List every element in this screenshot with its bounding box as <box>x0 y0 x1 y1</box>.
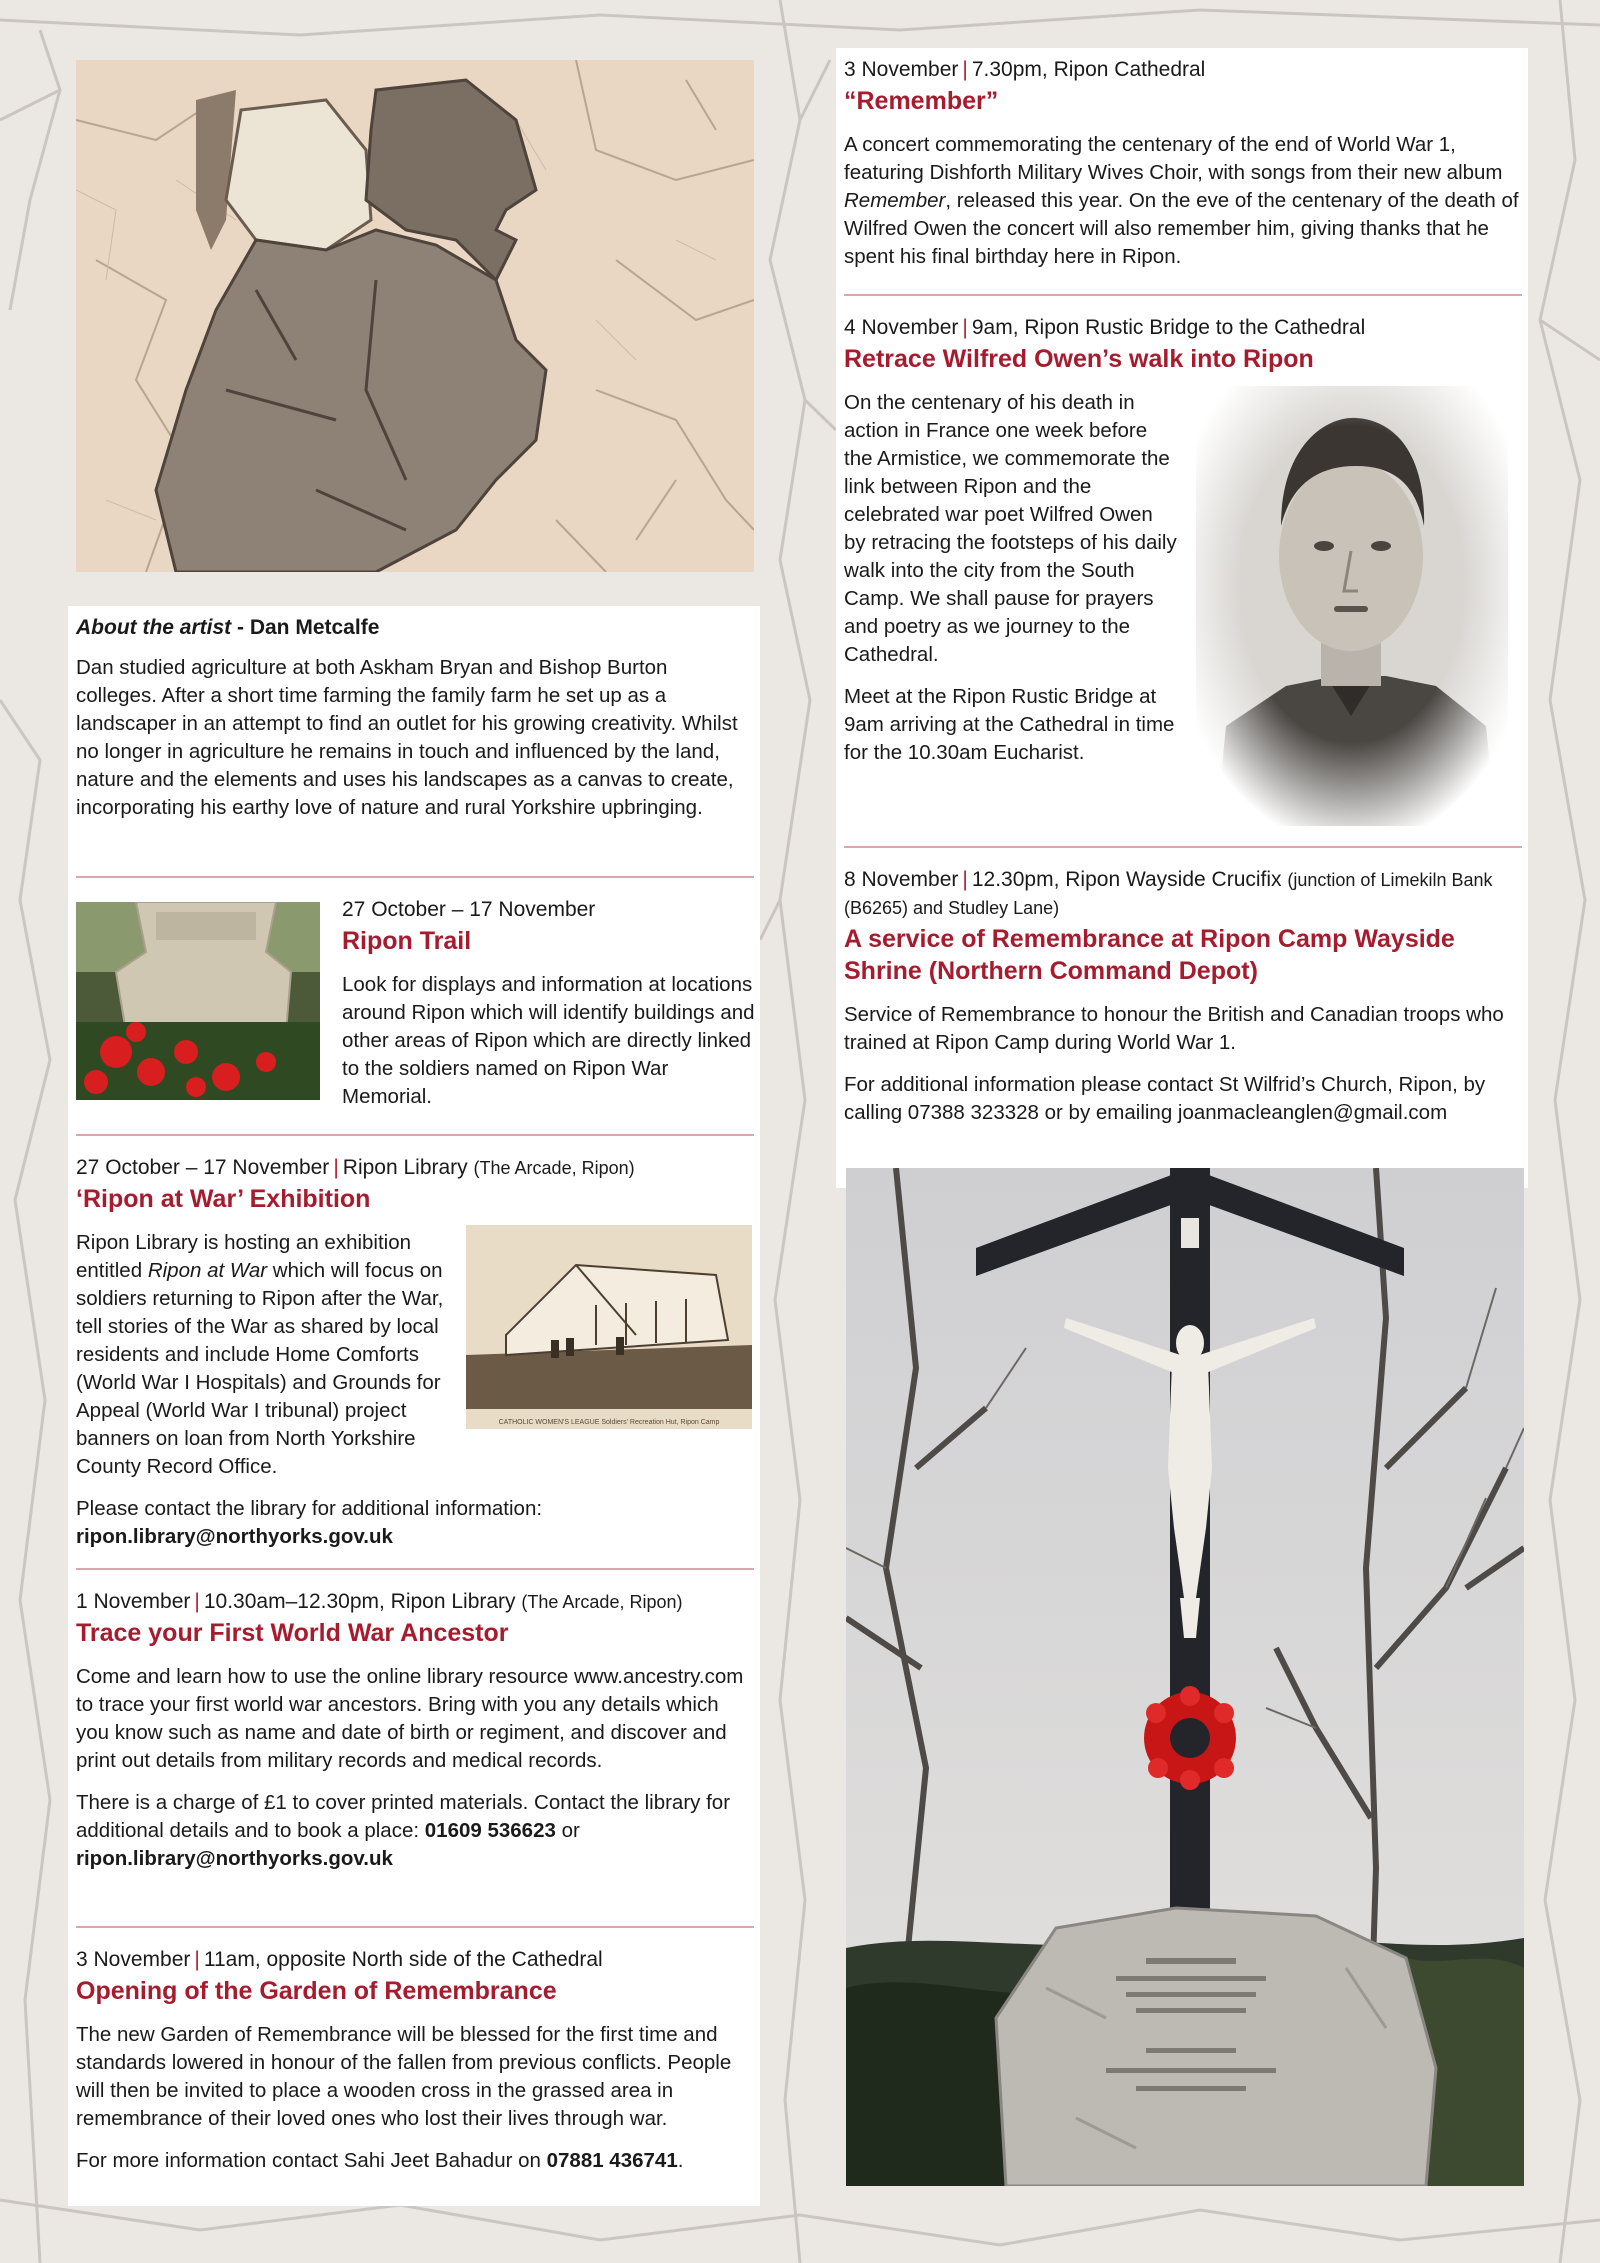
garden-end: . <box>677 2149 684 2172</box>
divider <box>76 876 754 878</box>
wayside-section <box>836 866 1528 1127</box>
exhibition-place: Ripon Library <box>342 1156 468 1179</box>
concert-time-place: 7.30pm, Ripon Cathedral <box>971 58 1206 81</box>
wayside-date: 8 November <box>844 868 959 891</box>
ancestor-place-note: (The Arcade, Ripon) <box>521 1592 683 1612</box>
exhibition-text-1: Ripon Library is hosting an exhibition entitled <box>76 1231 412 1282</box>
separator: | <box>194 1948 200 1971</box>
recreation-hut-caption: CATHOLIC WOMEN'S LEAGUE Soldiers' Recreation Hut, Ripon Camp <box>498 1419 720 1426</box>
owen-walk-text: On the centenary of his death in action in France one week before the Armistice, we commemorate the link between Ripon and the celebrated war poet Wilfred Owen by retracing the footsteps of his daily walk into the city from the South Camp. We shall pause for prayers and poetry as we journey to the Cathedral. <box>844 391 1177 666</box>
exhibition-email[interactable]: ripon.library@northyorks.gov.uk <box>76 1525 393 1548</box>
war-memorial-photo <box>76 902 320 1100</box>
exhibition-section <box>68 1154 760 1551</box>
ancestor-text: Come and learn how to use the online library resource www.ancestry.com to trace your first world war ancestors. Bring with you any details which you know such as name and date of birth or regiment, and discover and print out details from military records and medical records. <box>76 1665 744 1772</box>
ripon-trail-date: 27 October – 17 November <box>342 898 596 921</box>
ripon-trail-title: Ripon Trail <box>342 927 472 955</box>
wayside-crucifix-photo <box>846 1168 1524 2186</box>
ancestor-date: 1 November <box>76 1590 191 1613</box>
separator: | <box>962 868 968 891</box>
divider <box>844 294 1522 296</box>
ancestor-section <box>68 1588 760 1873</box>
exhibition-title: ‘Ripon at War’ Exhibition <box>76 1185 371 1213</box>
garden-time-place: 11am, opposite North side of the Cathedral <box>203 1948 603 1971</box>
exhibition-date: 27 October – 17 November <box>76 1156 330 1179</box>
ancestor-phone: 01609 536623 <box>424 1819 556 1842</box>
concert-title: “Remember” <box>844 87 999 115</box>
wilfred-owen-portrait <box>1196 386 1508 826</box>
concert-text-2: , released this year. On the eve of the centenary of the death of Wilfred Owen the concert will also remember him, giving thanks that he spent his final birthday here in Ripon. <box>844 189 1519 268</box>
ancestor-charge: There is a charge of £1 to cover printed materials. Contact the library for additional details and to book a place: <box>76 1791 731 1842</box>
wayside-contact: For additional information please contact St Wilfrid’s Church, Ripon, by calling 07388 323328 or by emailing joanmacleanglen@gmail.com <box>844 1073 1486 1124</box>
artist-section <box>68 614 760 836</box>
concert-section <box>836 56 1528 271</box>
artist-heading-name: - Dan Metcalfe <box>231 616 380 639</box>
exhibition-contact: Please contact the library for additional information: <box>76 1497 543 1520</box>
separator: | <box>962 58 968 81</box>
concert-text-italic: Remember <box>844 189 946 212</box>
divider <box>76 1926 754 1928</box>
exhibition-place-note: (The Arcade, Ripon) <box>473 1158 635 1178</box>
wayside-time-place: 12.30pm, Ripon Wayside Crucifix <box>971 868 1282 891</box>
garden-title: Opening of the Garden of Remembrance <box>76 1977 557 2005</box>
recreation-hut-photo <box>466 1225 752 1429</box>
concert-text-1: A concert commemorating the centenary of the end of World War 1, featuring Dishforth Military Wives Choir, with songs from their new album <box>844 133 1503 184</box>
wayside-title: A service of Remembrance at Ripon Camp Wayside Shrine (Northern Command Depot) <box>844 925 1455 985</box>
ancestor-or: or <box>555 1819 580 1842</box>
garden-contact: For more information contact Sahi Jeet Bahadur on <box>76 2149 547 2172</box>
garden-date: 3 November <box>76 1948 191 1971</box>
divider <box>844 846 1522 848</box>
owen-walk-time-place: 9am, Ripon Rustic Bridge to the Cathedral <box>971 316 1366 339</box>
exhibition-text-2: which will focus on soldiers returning to Ripon after the War, tell stories of the War as shared by local residents and include Home Comforts (World War I Hospitals) and Grounds for Appeal (World War I tribunal) project banners on loan from North Yorkshire County Record Office. <box>76 1259 444 1478</box>
divider <box>76 1134 754 1136</box>
garden-section <box>68 1946 760 2175</box>
owen-walk-meet: Meet at the Ripon Rustic Bridge at 9am arriving at the Cathedral in time for the 10.30am Eucharist. <box>844 685 1175 764</box>
divider <box>76 1568 754 1570</box>
exhibition-text-italic: Ripon at War <box>147 1259 268 1282</box>
separator: | <box>333 1156 339 1179</box>
ripon-trail-section <box>342 896 760 1125</box>
ancestor-email[interactable]: ripon.library@northyorks.gov.uk <box>76 1847 393 1870</box>
separator: | <box>962 316 968 339</box>
wayside-place-note: (junction of Limekiln Bank (B6265) and Studley Lane) <box>844 870 1493 918</box>
separator: | <box>194 1590 200 1613</box>
ancestor-title: Trace your First World War Ancestor <box>76 1619 509 1647</box>
owen-walk-title: Retrace Wilfred Owen’s walk into Ripon <box>844 345 1314 373</box>
ripon-trail-text: Look for displays and information at locations around Ripon which will identify buildings and other areas of Ripon which are directly linked to the soldiers named on Ripon War Memorial. <box>342 973 755 1108</box>
wayside-text: Service of Remembrance to honour the British and Canadian troops who trained at Ripon Camp during World War 1. <box>844 1003 1504 1054</box>
garden-text: The new Garden of Remembrance will be blessed for the first time and standards lowered in honour of the fallen from previous conflicts. People will then be invited to place a wooden cross in the grassed area in remembrance of their loved ones who lost their lives through war. <box>76 2023 732 2130</box>
ancestor-time-place: 10.30am–12.30pm, Ripon Library <box>203 1590 516 1613</box>
owen-walk-date: 4 November <box>844 316 959 339</box>
concert-date: 3 November <box>844 58 959 81</box>
artist-bio: Dan studied agriculture at both Askham Bryan and Bishop Burton colleges. After a short time farming the family farm he set up as a landscaper in an attempt to find an outlet for his growing creativity. Whilst no longer in agriculture he remains in touch and influenced by the land, nature and the elements and uses his landscapes as a canvas to create, incorporating his earthy love of nature and rural Yorkshire upbringing. <box>76 656 738 819</box>
garden-phone: 07881 436741 <box>546 2149 678 2172</box>
artist-heading-italic: About the artist <box>76 616 232 639</box>
cracked-earth-artwork <box>76 60 754 572</box>
